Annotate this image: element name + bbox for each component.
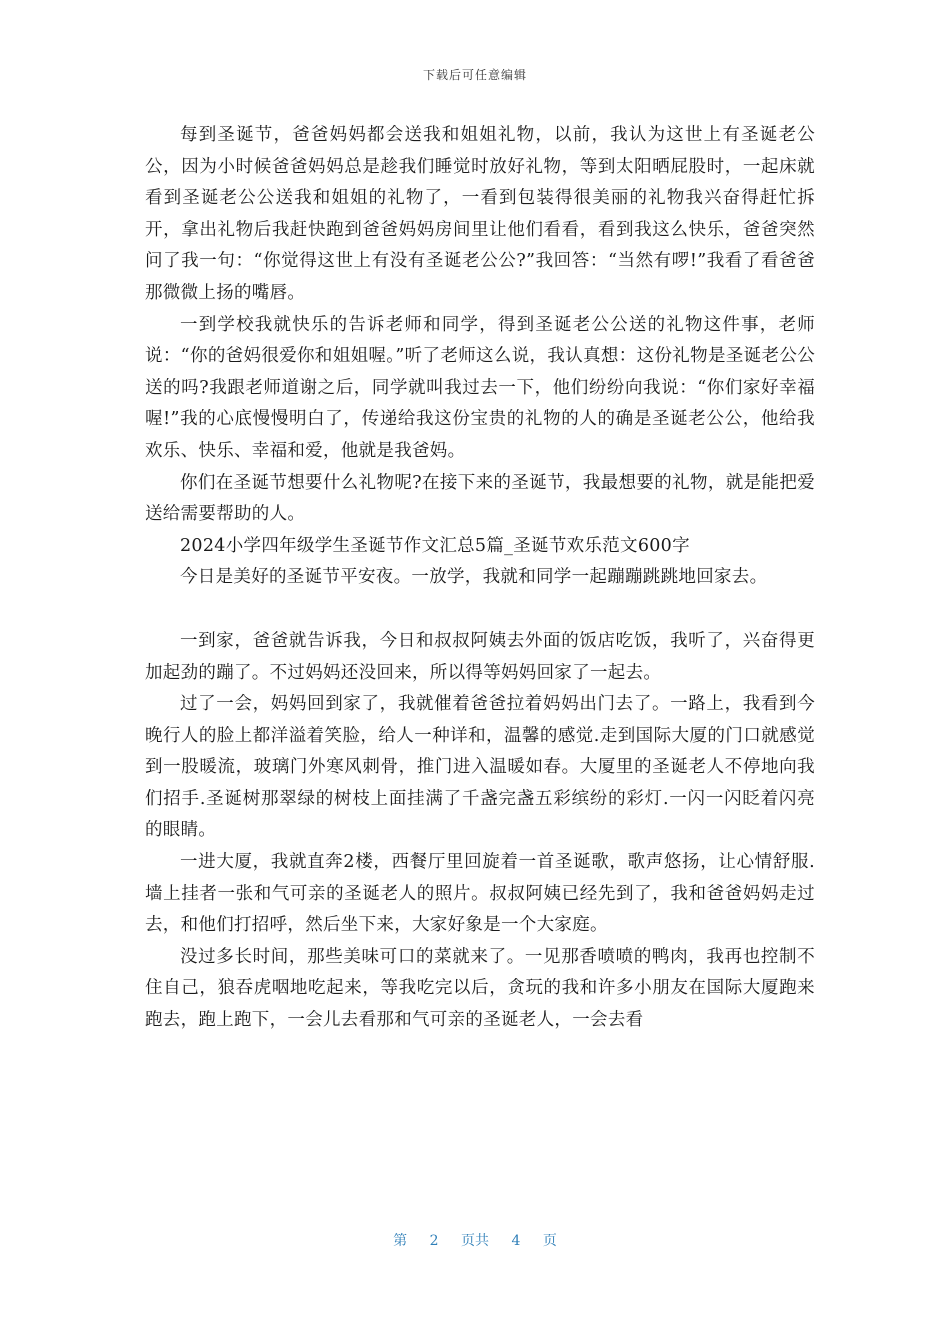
- total-pages: 4: [511, 1233, 521, 1249]
- paragraph-8: 没过多长时间，那些美味可口的菜就来了。一见那香喷喷的鸭肉，我再也控制不住自己，狼吞虎咽地吃起来，等我吃完以后，贪玩的我和许多小朋友在国际大厦跑来跑去，跑上跑下，一会儿去看那和气可亲的圣诞老人，一会去看: [145, 946, 815, 1031]
- page-suffix: 页: [542, 1233, 557, 1249]
- blank-line: [145, 594, 815, 626]
- page-middle: 页共: [461, 1233, 489, 1249]
- essay-title: 2024小学四年级学生圣诞节作文汇总5篇_圣诞节欢乐范文600字: [180, 535, 690, 556]
- paragraph-5: 一到家，爸爸就告诉我，今日和叔叔阿姨去外面的饭店吃饭，我听了，兴奋得更加起劲的蹦了。不过妈妈还没回来，所以得等妈妈回家了一起去。: [145, 630, 815, 683]
- paragraph-7: 一进大厦，我就直奔2楼，西餐厅里回旋着一首圣诞歌，歌声悠扬，让心情舒服.墙上挂者一张和气可亲的圣诞老人的照片。叔叔阿姨已经先到了，我和爸爸妈妈走过去，和他们打招呼，然后坐下来，大家好象是一个大家庭。: [145, 852, 815, 936]
- page-prefix: 第: [393, 1233, 408, 1249]
- document-body: [145, 120, 815, 1037]
- paragraph-1: 每到圣诞节，爸爸妈妈都会送我和姐姐礼物，以前，我认为这世上有圣诞老公公，因为小时候爸爸妈妈总是趁我们睡觉时放好礼物，等到太阳晒屁股时，一起床就看到圣诞老公公送我和姐姐的礼物了，一看到包装得很美丽的礼物我兴奋得赶忙拆开，拿出礼物后我赶快跑到爸爸妈妈房间里让他们看看，看到我这么快乐，爸爸突然问了我一句：“你觉得这世上有没有圣诞老公公?”我回答：“当然有啰!”我看了看爸爸那微微上扬的嘴唇。: [145, 125, 815, 303]
- page-number-footer: [0, 1230, 950, 1250]
- paragraph-2: 一到学校我就快乐的告诉老师和同学，得到圣诞老公公送的礼物这件事，老师说：“你的爸妈很爱你和姐姐喔。”听了老师这么说，我认真想：这份礼物是圣诞老公公送的吗?我跟老师道谢之后，同学就叫我过去一下，他们纷纷向我说：“你们家好幸福喔!”我的心底慢慢明白了，传递给我这份宝贵的礼物的人的确是圣诞老公公，他给我欢乐、快乐、幸福和爱，他就是我爸妈。: [145, 314, 815, 461]
- paragraph-6: 过了一会，妈妈回到家了，我就催着爸爸拉着妈妈出门去了。一路上，我看到今晚行人的脸上都洋溢着笑脸，给人一种详和，温馨的感觉.走到国际大厦的门口就感觉到一股暖流，玻璃门外寒风刺骨，推门进入温暖如春。大厦里的圣诞老人不停地向我们招手.圣诞树那翠绿的树枝上面挂满了千盏完盏五彩缤纷的彩灯.一闪一闪眨着闪亮的眼睛。: [145, 694, 815, 841]
- page-header-note: 下载后可任意编辑: [422, 68, 527, 82]
- paragraph-3: 你们在圣诞节想要什么礼物呢?在接下来的圣诞节，我最想要的礼物，就是能把爱送给需要帮助的人。: [145, 472, 815, 525]
- paragraph-4: 今日是美好的圣诞节平安夜。一放学，我就和同学一起蹦蹦跳跳地回家去。: [180, 567, 768, 588]
- current-page: 2: [429, 1233, 439, 1249]
